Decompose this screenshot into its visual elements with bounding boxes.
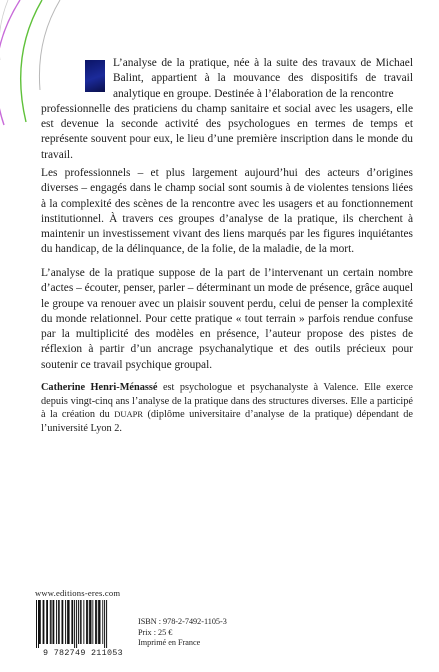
barcode-bar: [68, 600, 70, 644]
bio-acronym: DUAPR: [114, 409, 144, 419]
barcode-bar: [99, 600, 101, 644]
bookmark-square: [85, 60, 105, 92]
barcode-bar: [86, 600, 88, 644]
bio-text-part1: est psychologue et psychanalyste à Valence. Elle exerce depuis vingt-cinq ans l’analyse de la pratique dans des structures diverses. Elle a participé à la création du: [41, 382, 413, 420]
green-arc: [21, 0, 42, 122]
barcode-bar: [59, 600, 60, 644]
barcode-bar: [51, 600, 52, 644]
barcode-guard-bar: [74, 600, 75, 648]
barcode-bar: [56, 600, 57, 644]
barcode-bar: [71, 600, 73, 644]
bio-text-part2: (diplôme universitaire d’analyse de la pratique) dépendant de l’université Lyon 2.: [41, 409, 413, 434]
barcode-digits: 9 782749 211053: [43, 648, 123, 658]
barcode-bar: [81, 600, 82, 644]
barcode-bar: [67, 600, 68, 644]
barcode-bar: [39, 600, 41, 644]
magenta-arc: [0, 0, 20, 125]
barcode-bar: [78, 600, 79, 644]
barcode: [33, 600, 133, 662]
gray-arc-inner: [0, 0, 8, 60]
barcode-bar: [92, 600, 93, 644]
barcode-bar: [50, 600, 51, 644]
barcode-bar: [89, 600, 90, 644]
gray-arc: [39, 0, 60, 90]
barcode-bar: [80, 600, 81, 644]
barcode-bar: [65, 600, 66, 644]
book-info: [138, 617, 227, 649]
barcode-bar: [43, 600, 45, 644]
barcode-guard-bar: [36, 600, 37, 648]
professionals-paragraph: Les professionnels – et plus largement aujourd’hui des acteurs d’origines diverses – engagés dans le champ social sont soumis à de violentes tensions liées à la complexité des scènes de la rencontre avec les usagers et au fonctionnement institutionnel. À travers ces groupes d’analyse de la pratique, ils cherchent à maintenir un investissement vivant des liens marqués par les figures inquiétantes du handicap, de la délinquance, de la folie, de la maladie, de la mort.: [41, 167, 413, 256]
author-name: Catherine Henri-Ménassé: [41, 382, 158, 393]
barcode-guard-bar: [76, 600, 77, 648]
author-bio: [41, 381, 413, 435]
isbn-line: ISBN : 978-2-7492-1105-3: [138, 617, 227, 626]
barcode-guard-bar: [104, 600, 105, 648]
intro-first-lines: L’analyse de la pratique, née à la suite des travaux de Michael Balint, appartient à la mouvance des dispositifs de travail analytique en groupe. Destinée à l’élaboration de la rencontre: [113, 57, 413, 100]
barcode-bar: [58, 600, 59, 644]
printed-line: Imprimé en France: [138, 638, 201, 648]
barcode-bar: [83, 600, 84, 644]
intro-continuation: professionnelle des praticiens du champ sanitaire et social avec les usagers, elle est devenue la seconde activité des psychologues en termes de temps et représente souvent pour eux, le lieu d’une première inscription dans le monde du travail.: [41, 102, 413, 161]
barcode-bars: [33, 600, 133, 648]
barcode-bar: [53, 600, 55, 644]
barcode-bar: [62, 600, 64, 644]
barcode-guard-bar: [38, 600, 39, 648]
barcode-bar: [95, 600, 97, 644]
practice-paragraph: L’analyse de la pratique suppose de la part de l’intervenant un certain nombre d’actes – écouter, penser, parler – déterminant un mode de présence, grâce auquel le groupe va renouer avec un plaisir souvent perdu, celui de penser la complexité du monde relationnel. Pour cette pratique « tout terrain » parfois rendue confuse par la multiplicité des modèles en présence, l’auteur propose des pistes de réflexion à partir d’un ancrage psychanalytique et des outils précieux pour soutenir ce travail psychique groupal.: [41, 267, 413, 371]
barcode-bar: [102, 600, 103, 644]
intro-paragraph: [41, 56, 413, 163]
barcode-guard-bar: [106, 600, 107, 648]
publisher-website[interactable]: www.editions-eres.com: [35, 588, 121, 598]
barcode-bar: [98, 600, 99, 644]
barcode-bar: [90, 600, 92, 644]
price-line: Prix : 25 €: [138, 627, 173, 637]
barcode-bar: [46, 600, 48, 644]
